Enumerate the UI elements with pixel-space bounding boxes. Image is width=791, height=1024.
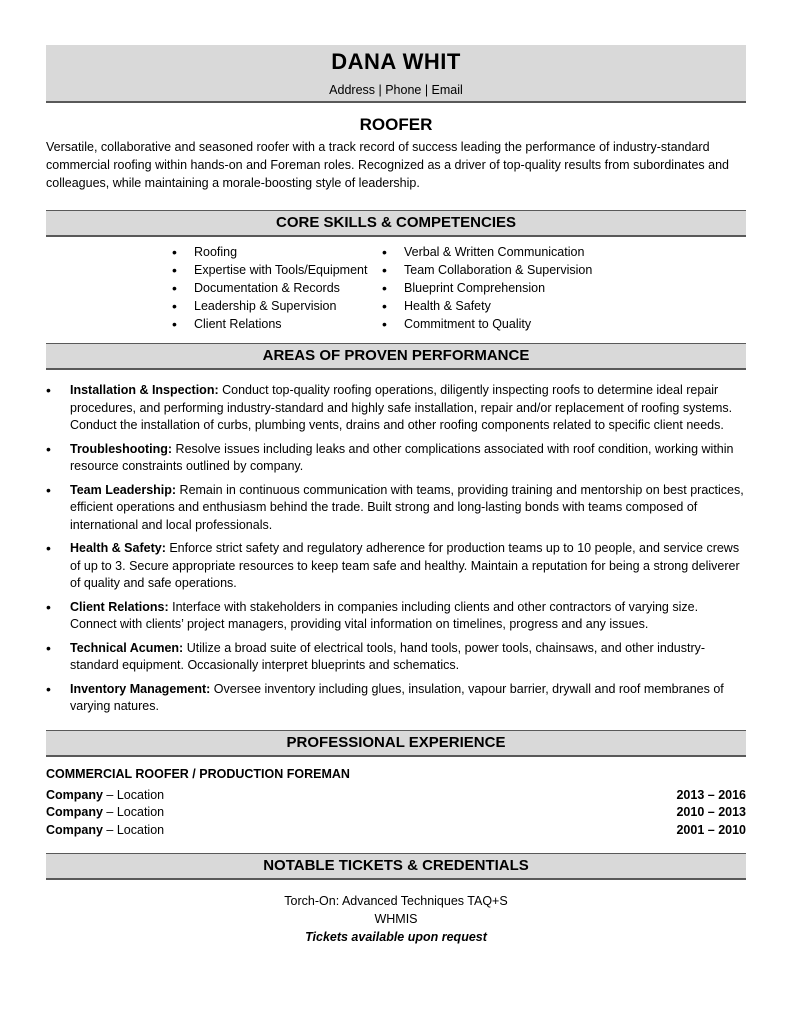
performance-label: Technical Acumen: bbox=[70, 640, 184, 655]
professional-summary: Versatile, collaborative and seasoned roofer with a track record of success leading the performance of industry-standard commercial roofing within hands-on and Foreman roles. Recognized as a driver of top-quality results from subordinates and colleagues, while maintaining a morale-boosting style of leadership. bbox=[46, 140, 729, 190]
performance-list bbox=[46, 382, 746, 716]
performance-item bbox=[46, 599, 746, 634]
contact-line: Address | Phone | Email bbox=[329, 83, 463, 97]
performance-item bbox=[46, 540, 746, 593]
company-location: – Location bbox=[102, 805, 165, 819]
section-heading-experience: PROFESSIONAL EXPERIENCE bbox=[46, 730, 746, 757]
performance-item bbox=[46, 681, 746, 716]
section-heading-skills: CORE SKILLS & COMPETENCIES bbox=[46, 210, 746, 237]
performance-item bbox=[46, 382, 746, 435]
skill-item: • Commitment to Quality bbox=[378, 315, 592, 333]
candidate-name: DANA WHIT bbox=[331, 49, 461, 74]
performance-text: Oversee inventory including glues, insulation, vapour barrier, drywall and roof membranes of varying natures. bbox=[70, 681, 724, 713]
ticket-item: WHMIS bbox=[374, 912, 418, 926]
skills-column-right bbox=[378, 243, 592, 333]
skill-item: • Blueprint Comprehension bbox=[378, 279, 592, 297]
skill-item: • Client Relations bbox=[168, 315, 378, 333]
company-name: Company bbox=[46, 822, 103, 837]
tickets-list bbox=[46, 892, 746, 946]
company-location: – Location bbox=[102, 822, 165, 837]
skill-item: • Leadership & Supervision bbox=[168, 297, 378, 315]
employment-dates: 2001 – 2010 bbox=[676, 822, 746, 837]
skill-item: • Health & Safety bbox=[378, 297, 592, 315]
performance-label: Team Leadership: bbox=[70, 482, 177, 497]
company-location: – Location bbox=[102, 787, 165, 802]
skill-item: • Team Collaboration & Supervision bbox=[378, 261, 592, 279]
section-heading-tickets: NOTABLE TICKETS & CREDENTIALS bbox=[46, 853, 746, 880]
job-target-title: ROOFER bbox=[359, 115, 433, 134]
performance-text: Utilize a broad suite of electrical tools, hand tools, power tools, chainsaws, and other industry-standard equipment. Occasionally interpret blueprints and schematics. bbox=[70, 640, 706, 672]
employment-row bbox=[46, 787, 746, 805]
performance-text: Interface with stakeholders in companies including clients and other contractors of varying size. Connect with clients’ project managers, providing vital information on timelines, progress and any issues. bbox=[70, 599, 699, 631]
skill-item: • Documentation & Records bbox=[168, 279, 378, 297]
ticket-item: Torch-On: Advanced Techniques TAQ+S bbox=[284, 894, 508, 908]
employment-row bbox=[46, 804, 746, 822]
performance-label: Client Relations: bbox=[70, 599, 169, 614]
skill-item: • Roofing bbox=[168, 243, 378, 261]
performance-label: Inventory Management: bbox=[70, 681, 211, 696]
skills-list bbox=[46, 243, 746, 333]
performance-item bbox=[46, 441, 746, 476]
tickets-note: Tickets available upon request bbox=[305, 930, 487, 944]
performance-text: Remain in continuous communication with teams, providing training and mentorship on best practices, efficient operations and enthusiasm behind the trade. Built strong and long-lasting bonds with teams composed of international and local professionals. bbox=[70, 482, 744, 532]
performance-text: Conduct top-quality roofing operations, diligently inspecting roofs to determine ideal repair procedures, and performing industry-standard and highly safe installation, repair and/or replacement of roofing systems. Conduct the installation of curbs, plumbing vents, drains and other roofing components related to specific client needs. bbox=[70, 383, 733, 432]
company-name: Company bbox=[46, 787, 103, 802]
performance-text: Enforce strict safety and regulatory adherence for production teams up to 10 people, and service crews of up to 3. Secure appropriate resources to keep team safe and healthy. Maintain a reputation for being a strong deliverer of quality and safe operations. bbox=[70, 541, 740, 590]
performance-label: Health & Safety: bbox=[70, 541, 166, 555]
performance-text: Resolve issues including leaks and other complications associated with roof condition, working within resource constraints outlined by company. bbox=[70, 441, 734, 473]
skills-column-left bbox=[168, 243, 378, 333]
resume-page bbox=[46, 45, 746, 946]
employment-row bbox=[46, 822, 746, 840]
performance-item bbox=[46, 482, 746, 535]
skill-item: • Verbal & Written Communication bbox=[378, 243, 592, 261]
company-name: Company bbox=[46, 805, 103, 819]
employment-list bbox=[46, 787, 746, 840]
job-title: COMMERCIAL ROOFER / PRODUCTION FOREMAN bbox=[46, 766, 350, 781]
employment-dates: 2013 – 2016 bbox=[676, 787, 746, 802]
employment-dates: 2010 – 2013 bbox=[676, 805, 746, 819]
performance-item bbox=[46, 640, 746, 675]
section-heading-performance: AREAS OF PROVEN PERFORMANCE bbox=[46, 343, 746, 370]
header-band bbox=[46, 45, 746, 103]
performance-label: Installation & Inspection: bbox=[70, 383, 219, 397]
skill-item: • Expertise with Tools/Equipment bbox=[168, 261, 378, 279]
performance-label: Troubleshooting: bbox=[70, 441, 173, 456]
